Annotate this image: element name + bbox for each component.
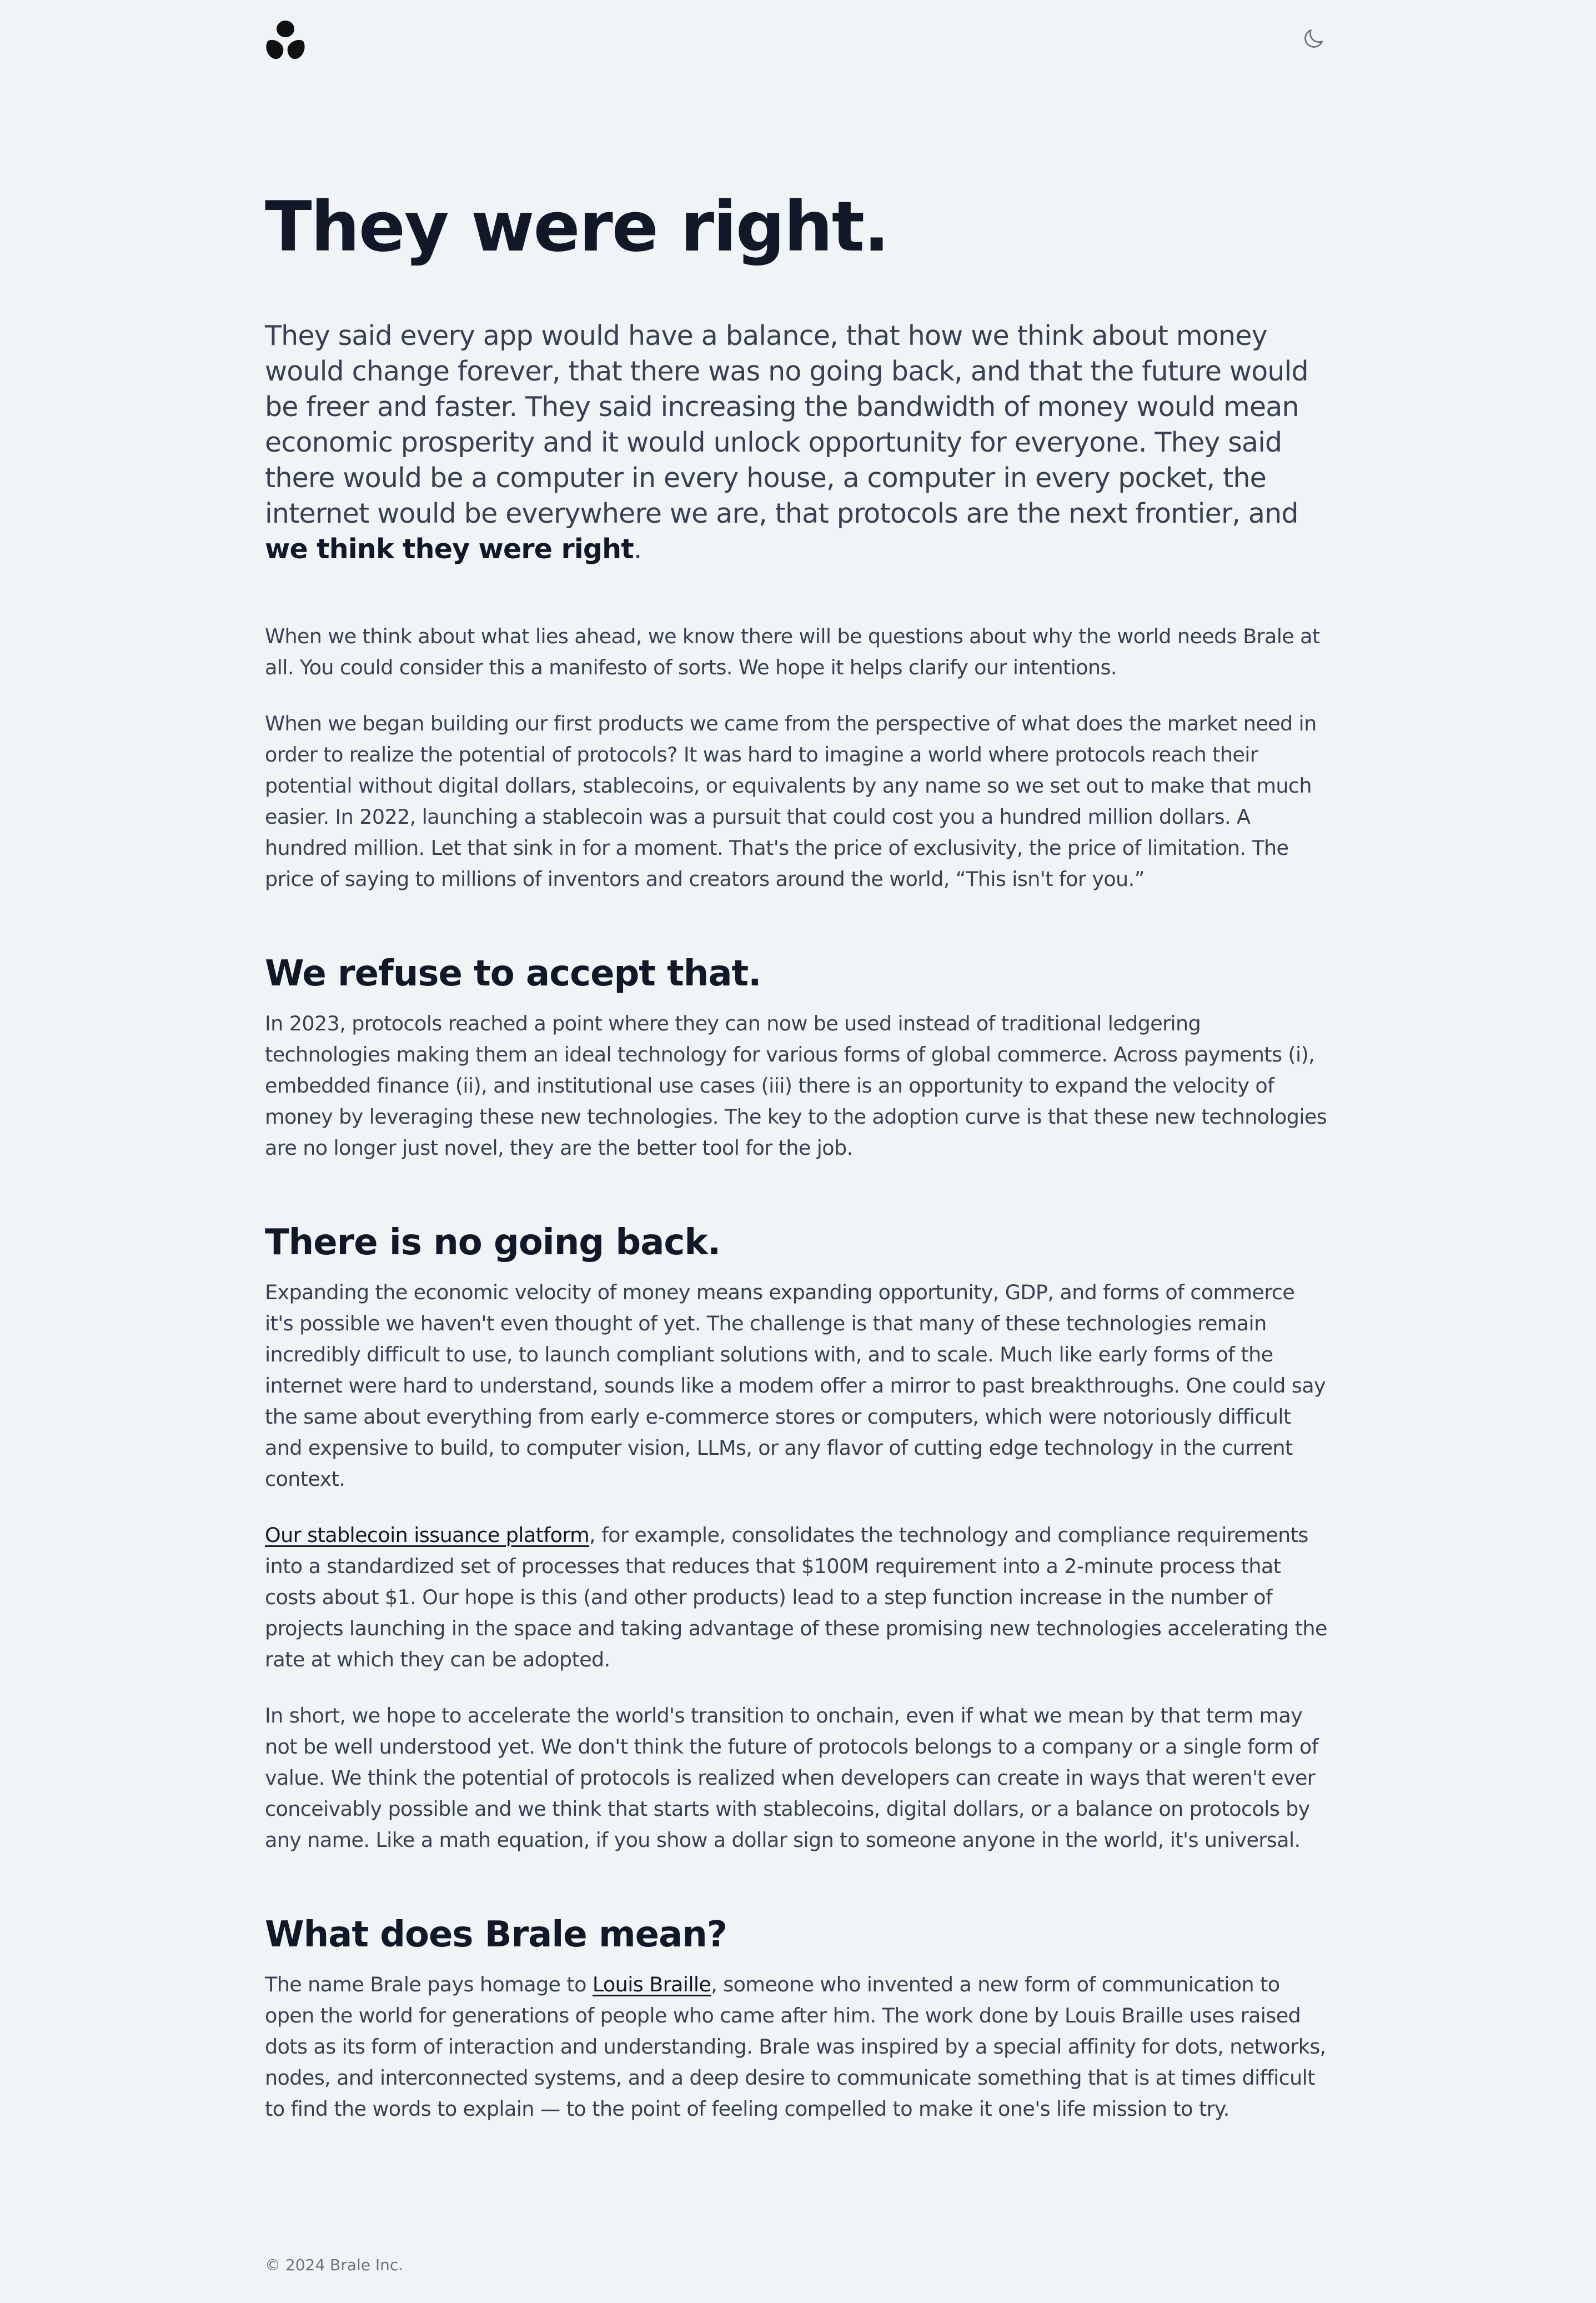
intro-paragraph-1: When we think about what lies ahead, we know there will be questions about why the world needs Brale at all. You could consider this a manifesto of sorts. We hope it helps clarify our intentions. — [265, 624, 1320, 679]
moon-icon — [1301, 27, 1326, 53]
site-header — [265, 20, 1329, 59]
section-no-going-back-paragraph-2 — [265, 1520, 1329, 1675]
section-brale-meaning-paragraph — [265, 1969, 1329, 2125]
paragraph-text: , for example, consolidates the technology and compliance requirements into a standardized set of processes that reduces that $100M requirement into a 2-minute process that costs about $1. Our hope is this (and other products) lead to a step function increase in the number of projects launching in the space and taking advantage of these promising new technologies accelerating the rate at which they can be adopted. — [265, 1523, 1327, 1671]
intro-paragraph-2: When we began building our first products we came from the perspective of what does the market need in order to realize the potential of protocols? It was hard to imagine a world where protocols reach their potential without digital dollars, stablecoins, or equivalents by any name so we set out to make that much easier. In 2022, launching a stablecoin was a pursuit that could cost you a hundred million dollars. A hundred million. Let that sink in for a moment. That's the price of exclusivity, the price of limitation. The price of saying to millions of inventors and creators around the world, “This isn't for you.” — [265, 712, 1317, 891]
manifesto-body — [265, 621, 1329, 2150]
paragraph-text: The name Brale pays homage to — [265, 1972, 593, 1996]
lead-paragraph — [265, 318, 1329, 567]
section-heading-no-going-back: There is no going back. — [265, 1222, 721, 1263]
lead-text: They said every app would have a balance, that how we think about money would change forever, that there was no going back, and that the future would be freer and faster. They said increasing the bandwidth of money would mean economic prosperity and it would unlock opportunity for everyone. They said there would be a computer in every house, a computer in every pocket, the internet would be everywhere we are, that protocols are the next frontier, and — [265, 320, 1308, 529]
page-title: They were right. — [265, 187, 889, 267]
footer-copyright: © 2024 Brale Inc. — [265, 2256, 404, 2274]
section-heading-brale-meaning: What does Brale mean? — [265, 1914, 727, 1955]
lead-bold-text: we think they were right — [265, 533, 634, 565]
paragraph-text: , someone who invented a new form of communication to open the world for generations of people who came after him. The work done by Louis Braille uses raised dots as its form of interaction and understanding. Brale was inspired by a special affinity for dots, networks, nodes, and interconnected systems, and a deep desire to communicate something that is at times difficult to find the words to explain — to the point of feeling compelled to make it one's life mission to try. — [265, 1972, 1326, 2121]
louis-braille-link[interactable]: Louis Braille — [592, 1972, 711, 1996]
brale-logo-icon[interactable] — [265, 20, 306, 60]
section-no-going-back-paragraph-3: In short, we hope to accelerate the world's transition to onchain, even if what we mean by that term may not be well understood yet. We don't think the future of protocols belongs to a company or a single form of value. We think the potential of protocols is realized when developers can create in ways that weren't ever conceivably possible and we think that starts with stablecoins, digital dollars, or a balance on protocols by any name. Like a math equation, if you show a dollar sign to someone anyone in the world, it's universal. — [265, 1704, 1318, 1852]
section-no-going-back-paragraph-1: Expanding the economic velocity of money means expanding opportunity, GDP, and forms of commerce it's possible we haven't even thought of yet. The challenge is that many of these technologies remain incredibly difficult to use, to launch compliant solutions with, and to scale. Much like early forms of the internet were hard to understand, sounds like a modem offer a mirror to past breakthroughs. One could say the same about everything from early e-commerce stores or computers, which were notoriously difficult and expensive to build, to computer vision, LLMs, or any flavor of cutting edge technology in the current context. — [265, 1280, 1326, 1491]
theme-toggle-button[interactable] — [1298, 24, 1329, 56]
section-refuse-paragraph: In 2023, protocols reached a point where they can now be used instead of traditional ledgering technologies making them an ideal technology for various forms of global commerce. Across payments (i), embedded finance (ii), and institutional use cases (iii) there is an opportunity to expand the velocity of money by leveraging these new technologies. The key to the adoption curve is that these new technologies are no longer just novel, they are the better tool for the job. — [265, 1012, 1327, 1160]
section-heading-refuse: We refuse to accept that. — [265, 953, 761, 994]
lead-end: . — [633, 533, 642, 565]
stablecoin-platform-link[interactable]: Our stablecoin issuance platform — [265, 1523, 590, 1547]
